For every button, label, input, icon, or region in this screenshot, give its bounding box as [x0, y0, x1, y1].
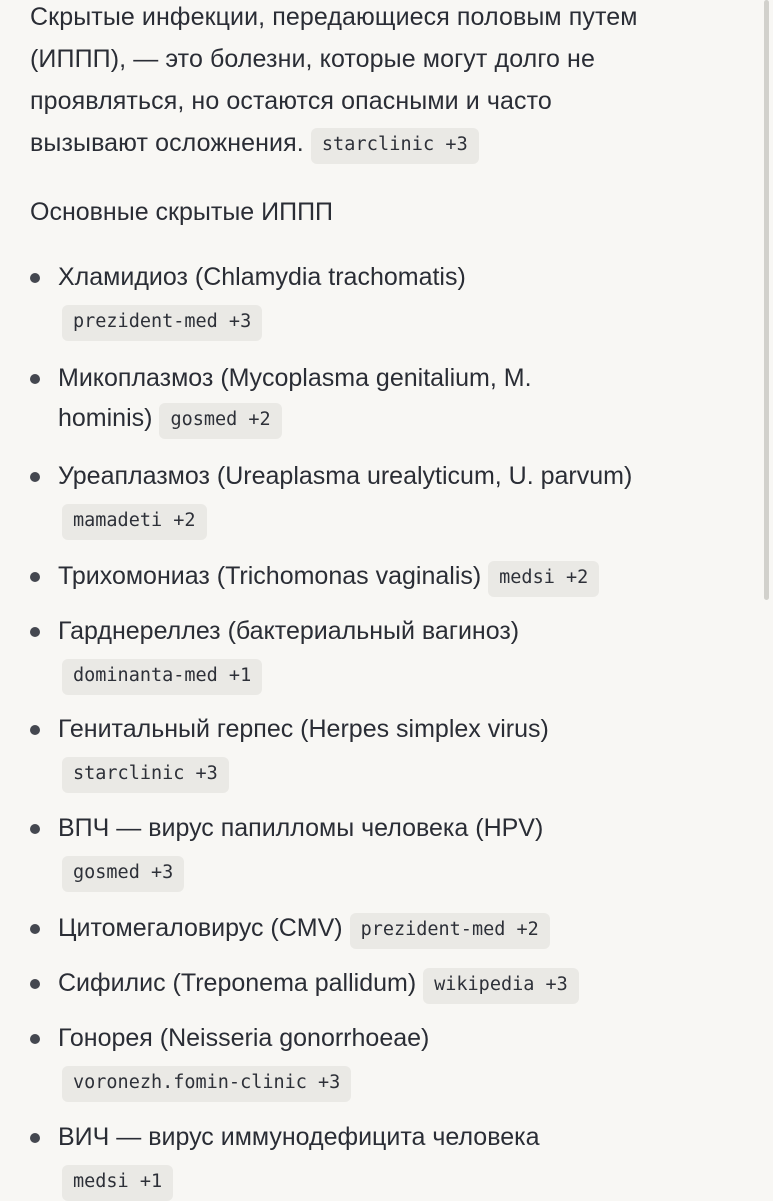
- item-text: Генитальный герпес (Herpes simplex virus): [58, 715, 549, 743]
- source-chip[interactable]: prezident-med +2: [350, 913, 550, 949]
- source-chip[interactable]: gosmed +2: [159, 403, 281, 439]
- bullet-icon: [30, 572, 40, 582]
- source-chip[interactable]: gosmed +3: [62, 856, 184, 892]
- bullet-icon: [30, 472, 40, 482]
- item-text-line-1: Микоплазмоз (Mycoplasma genitalium, M.: [58, 364, 532, 392]
- bullet-icon: [30, 824, 40, 834]
- list-item: [30, 1018, 748, 1102]
- source-chip[interactable]: prezident-med +3: [62, 305, 262, 341]
- item-text-label: Сифилис (Treponema pallidum): [58, 969, 417, 997]
- item-text: Гонорея (Neisseria gonorrhoeae): [58, 1024, 430, 1052]
- list-item: [30, 1117, 748, 1201]
- item-text-line-2: hominis): [58, 404, 153, 432]
- source-chip[interactable]: medsi +1: [62, 1165, 173, 1201]
- intro-line-1: Скрытые инфекции, передающиеся половым путем: [30, 3, 638, 31]
- list-item: [30, 456, 748, 540]
- list-item: [30, 963, 748, 1004]
- source-chip[interactable]: wikipedia +3: [423, 968, 579, 1004]
- item-text: Хламидиоз (Chlamydia trachomatis): [58, 263, 466, 291]
- item-text: [58, 963, 748, 1004]
- item-text-label: Цитомегаловирус (CMV): [58, 914, 343, 942]
- source-chip[interactable]: starclinic +3: [62, 757, 229, 793]
- intro-line-3: проявляться, но остаются опасными и часто: [30, 87, 552, 115]
- item-text-label: Трихомониаз (Trichomonas vaginalis): [58, 562, 482, 590]
- bullet-icon: [30, 273, 40, 283]
- intro-line-4: вызывают осложнения.: [30, 129, 304, 157]
- item-text: ВИЧ — вирус иммунодефицита человека: [58, 1123, 540, 1151]
- bullet-icon: [30, 374, 40, 384]
- source-chip[interactable]: voronezh.fomin-clinic +3: [62, 1066, 351, 1102]
- item-text: ВПЧ — вирус папилломы человека (HPV): [58, 814, 544, 842]
- list-item: [30, 611, 748, 695]
- list-item: [30, 556, 748, 597]
- source-chip[interactable]: medsi +2: [488, 561, 599, 597]
- item-text: [58, 556, 748, 597]
- list-item: [30, 358, 748, 439]
- section-title: Основные скрытые ИППП: [30, 198, 334, 226]
- source-chip[interactable]: starclinic +3: [311, 128, 479, 164]
- scrollbar[interactable]: [764, 0, 769, 1200]
- source-chip[interactable]: dominanta-med +1: [62, 659, 262, 695]
- list-item: [30, 908, 748, 949]
- item-text: [58, 358, 748, 439]
- bullet-icon: [30, 725, 40, 735]
- item-text: Гарднереллез (бактериальный вагиноз): [58, 617, 520, 645]
- bullet-icon: [30, 979, 40, 989]
- bullet-icon: [30, 1034, 40, 1044]
- bullet-icon: [30, 1133, 40, 1143]
- intro-line-2: (ИППП), — это болезни, которые могут долго не: [30, 45, 595, 73]
- list-item: [30, 257, 748, 341]
- bullet-icon: [30, 627, 40, 637]
- bullet-icon: [30, 924, 40, 934]
- item-text: [58, 908, 748, 949]
- list-item: [30, 709, 748, 793]
- source-chip[interactable]: mamadeti +2: [62, 504, 207, 540]
- scrollbar-thumb[interactable]: [764, 0, 769, 600]
- item-text: Уреаплазмоз (Ureaplasma urealyticum, U. parvum): [58, 462, 633, 490]
- list-item: [30, 808, 748, 892]
- intro-paragraph: [30, 0, 770, 164]
